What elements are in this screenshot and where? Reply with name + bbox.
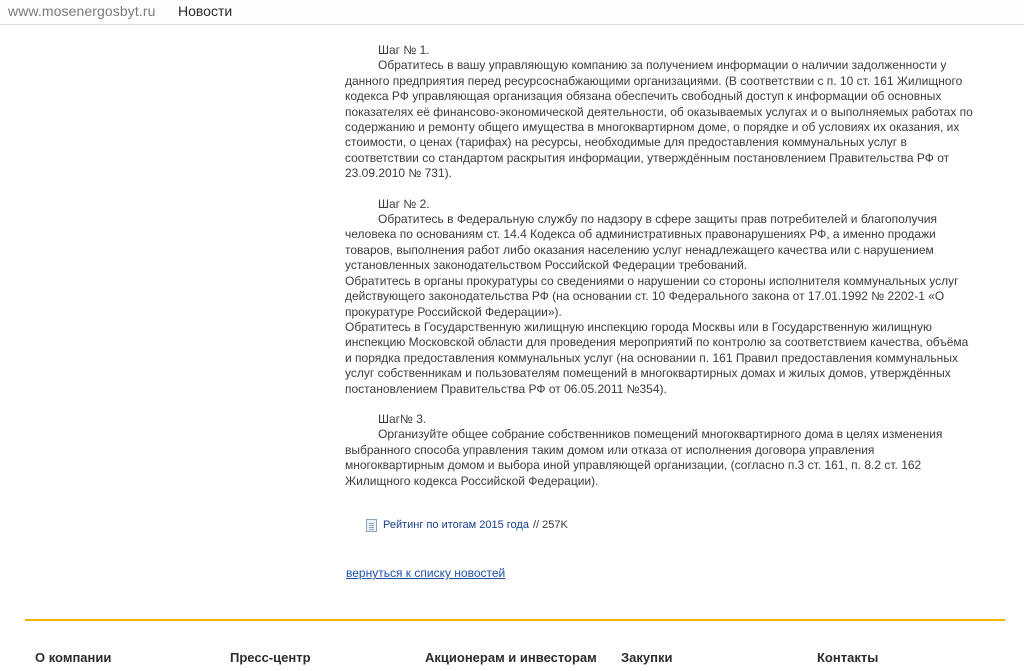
footer-divider: [25, 619, 1005, 621]
paragraph-gap: [345, 397, 975, 412]
footer-nav-press[interactable]: Пресс-центр: [230, 650, 311, 665]
step-3-title: Шаг№ 3.: [378, 411, 427, 426]
attachment-separator: //: [532, 519, 540, 531]
step-1-title: Шаг № 1.: [378, 43, 430, 57]
attachment-row: [366, 517, 568, 533]
rating-link[interactable]: Рейтинг по итогам 2015 года: [383, 519, 529, 531]
footer-nav-procurement[interactable]: Закупки: [621, 650, 673, 665]
step-2-title: Шаг № 2.: [378, 196, 430, 211]
attachment-size: 257K: [542, 519, 568, 531]
step-1-text: Обратитесь в вашу управляющую компанию за получением информации о наличии задолженности у данного предприятия перед ресурсоснабжающими организациями. (В соответствии с п. 10 ст. 161 Жилищного кодекса РФ управляющая организация обязана обеспечить свободный доступ к информации об основных показателях её финансово-экономической деятельности, об оказываемых услугах и о выполняемых работах по содержанию и ремонту общего имущества в многоквартирном доме, о порядке и об условиях их оказания, их стоимости, о ценах (тарифах) на ресурсы, необходимые для предоставления коммунальных услуг в соответствии со стандартом раскрытия информации, утверждённым постановлением Правительства РФ от 23.09.2010 № 731).: [345, 58, 973, 181]
paragraph-gap: [345, 182, 975, 197]
step-2-text-2: Обратитесь в органы прокуратуры со сведениями о нарушении со стороны исполнителя коммунальных услуг действующего законодательства РФ (на основании ст. 10 Федерального закона от 17.01.1992 № 2202-1 «О прокуратуре Российской Федерации»).: [345, 273, 959, 319]
site-domain[interactable]: www.mosenergosbyt.ru: [8, 3, 156, 19]
footer-nav-investors[interactable]: Акционерам и инвесторам: [425, 650, 597, 665]
step-3-text: Организуйте общее собрание собственников помещений многоквартирного дома в целях изменения выбранного способа управления таким домом или отказа от исполнения договора управления многоквартирным домом и выбора иной управляющей организации, (согласно п.3 ст. 161, п. 8.2 ст. 162 Жилищного кодекса Российской Федерации).: [345, 427, 943, 488]
footer-nav-contacts[interactable]: Контакты: [817, 650, 879, 665]
step-2-text-1: Обратитесь в Федеральную службу по надзору в сфере защиты прав потребителей и благополучия человека по основаниям ст. 14.4 Кодекса об административных правонарушениях РФ, а именно продажи товаров, выполнения работ либо оказания населению услуг ненадлежащего качества или с нарушением установленных законодательством Российской Федерации требований.: [345, 212, 937, 273]
step-2-text-3: Обратитесь в Государственную жилищную инспекцию города Москвы или в Государственную жилищную инспекцию Московской области для проведения мероприятий по контролю за соответствием качества, объёма и порядка предоставления коммунальных услуг (на основании п. 161 Правил предоставления коммунальных услуг собственникам и пользователям помещений в многоквартирных домах и жилых домов, утверждённых постановлением Правительства РФ от 06.05.2011 №354).: [345, 319, 969, 396]
section-title[interactable]: Новости: [178, 3, 233, 19]
news-article: [345, 43, 975, 489]
footer-nav-about[interactable]: О компании: [35, 650, 112, 665]
document-icon: [366, 519, 377, 532]
back-to-news-link[interactable]: вернуться к списку новостей: [346, 566, 506, 580]
browser-header: [0, 0, 1024, 25]
